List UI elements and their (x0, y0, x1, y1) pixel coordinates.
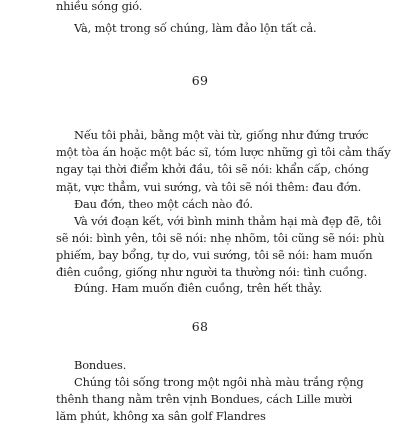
chapter-number: 69 (191, 73, 209, 88)
paragraph-line: Đúng. Ham muốn điên cuồng, trên hết thảy. (74, 281, 323, 295)
paragraph-line: Chúng tôi sống trong một ngôi nhà màu trắng rộng (74, 375, 364, 389)
paragraph-line: ngay tại thời điểm khởi đầu, tôi sẽ nói: khẩn cấp, chóng (56, 162, 369, 176)
paragraph-line: thênh thang nằm trên vịnh Bondues, cách Lille mười (56, 392, 353, 406)
paragraph-line: một tòa án hoặc một bác sĩ, tóm lược những gì tôi cảm thấy (56, 145, 391, 159)
paragraph-line: lăm phút, không xa sân golf Flandres (56, 409, 266, 423)
paragraph-line: sẽ nói: bình yên, tôi sẽ nói: nhẹ nhõm, tôi cũng sẽ nói: phù (56, 231, 385, 245)
paragraph-line: nhiều sóng gió. (56, 0, 143, 13)
chapter-number: 68 (191, 319, 209, 334)
paragraph-line: điên cuồng, giống như người ta thường nói: tình cuồng. (56, 265, 368, 279)
paragraph-line: phiếm, bay bổng, tự do, vui sướng, tôi sẽ nói: ham muốn (56, 248, 373, 262)
paragraph-line: mặt, vực thẳm, vui sướng, và tôi sẽ nói thêm: đau đớn. (56, 180, 362, 194)
paragraph-line: Bondues. (74, 358, 127, 372)
paragraph-line: Đau đớn, theo một cách nào đó. (74, 197, 253, 211)
paragraph-line: Và, một trong số chúng, làm đảo lộn tất cả. (74, 21, 317, 35)
paragraph-line: Nếu tôi phải, bằng một vài từ, giống như đứng trước (74, 128, 369, 142)
paragraph-line: Và với đoạn kết, với bình minh thảm hại mà đẹp đẽ, tôi (74, 214, 382, 228)
